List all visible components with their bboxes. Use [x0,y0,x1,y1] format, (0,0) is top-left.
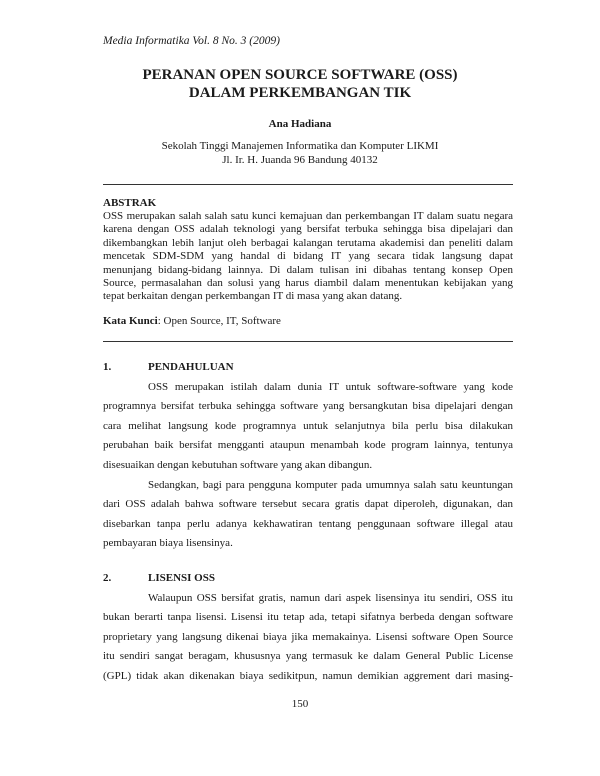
body-line: pembayaran biaya lisensinya. [103,537,233,549]
affiliation-line: Sekolah Tinggi Manajemen Informatika dan Komputer LIKMI [161,140,439,152]
body-line: dari OSS adalah bahwa software tersebut secara gratis dapat diperoleh, digunakan, dan [103,498,513,510]
body-line: bukan berarti tanpa lisensi. Lisensi itu tetap ada, tetapi sifatnya berbeda dengan software [103,611,513,623]
section-heading: PENDAHULUAN [148,361,234,373]
affiliation-line: Jl. Ir. H. Juanda 96 Bandung 40132 [222,154,378,166]
body-line: perubahan baik bersifat mengganti ataupun menambah kode program lainnya, tentunya [103,439,513,451]
abstract-heading: ABSTRAK [103,197,157,209]
abstract-line: dikembangkan lebih lanjut oleh berbagai kalangan terutama akademisi dan peneliti dalam [103,237,513,249]
keywords-value: : Open Source, IT, Software [157,315,281,327]
keywords [103,315,513,328]
body-line: programnya bersifat terbuka sehingga software yang bersangkutan bisa dipelajari dengan [103,400,513,412]
body-line: OSS merupakan istilah dalam dunia IT untuk software-software yang kode [148,381,513,393]
author-name: Ana Hadiana [268,118,332,130]
body-line: disebarkan tanpa perlu adanya kekhawatiran tentang penggunaan software illegal atau [103,518,513,530]
abstract-line: Source, permasalahan dan solusi yang harus diambil dalam menentukan kebijakan yang [103,277,513,289]
body-line: Sedangkan, bagi para pengguna komputer pada umumnya salah satu keuntungan [148,479,513,491]
page-number: 150 [291,698,309,710]
abstract-line: menunjang bidang-bidang lainnya. Di dalam tulisan ini dibahas tentang konsep Open [103,264,513,276]
divider [103,341,513,342]
running-header: Media Informatika Vol. 8 No. 3 (2009) [103,35,280,47]
keywords-label: Kata Kunci [103,315,158,327]
abstract-line: OSS merupakan salah salah satu kunci kemajuan dan perkembangan IT dalam suatu negara [103,210,513,222]
divider [103,184,513,185]
section-heading: LISENSI OSS [148,572,215,584]
body-line: proprietary yang langsung dikenai biaya jika memakainya. Lisensi software Open Source [103,631,513,643]
body-line: disesuaikan dengan kebutuhan software yang akan dibangun. [103,459,373,471]
abstract-line: tepat berkaitan dengan perkembangan IT di masa yang akan datang. [103,290,403,302]
title-line: PERANAN OPEN SOURCE SOFTWARE (OSS) [142,67,458,83]
section-number: 1. [103,361,112,373]
body-line: Walaupun OSS bersifat gratis, namun dari aspek lisensinya itu sendiri, OSS itu [148,592,513,604]
title-line: DALAM PERKEMBANGAN TIK [188,85,412,101]
abstract-line: karena dengan OSS adalah teknologi yang bersifat terbuka sehingga bisa dipelajari dan [103,223,513,235]
body-line: (GPL) tidak akan dikenakan biaya sedikitpun, namun demikian aggrement dari masing- [103,670,513,682]
body-line: cara melihat langsung kode programnya untuk selanjutnya bila perlu bisa dilakukan [103,420,513,432]
abstract-line: mencetak SDM-SDM yang handal di bidang IT yang secara tidak langsung dapat [103,250,513,262]
section-number: 2. [103,572,112,584]
body-line: itu sendiri sangat beragam, khususnya yang termasuk ke dalam General Public License [103,650,513,662]
